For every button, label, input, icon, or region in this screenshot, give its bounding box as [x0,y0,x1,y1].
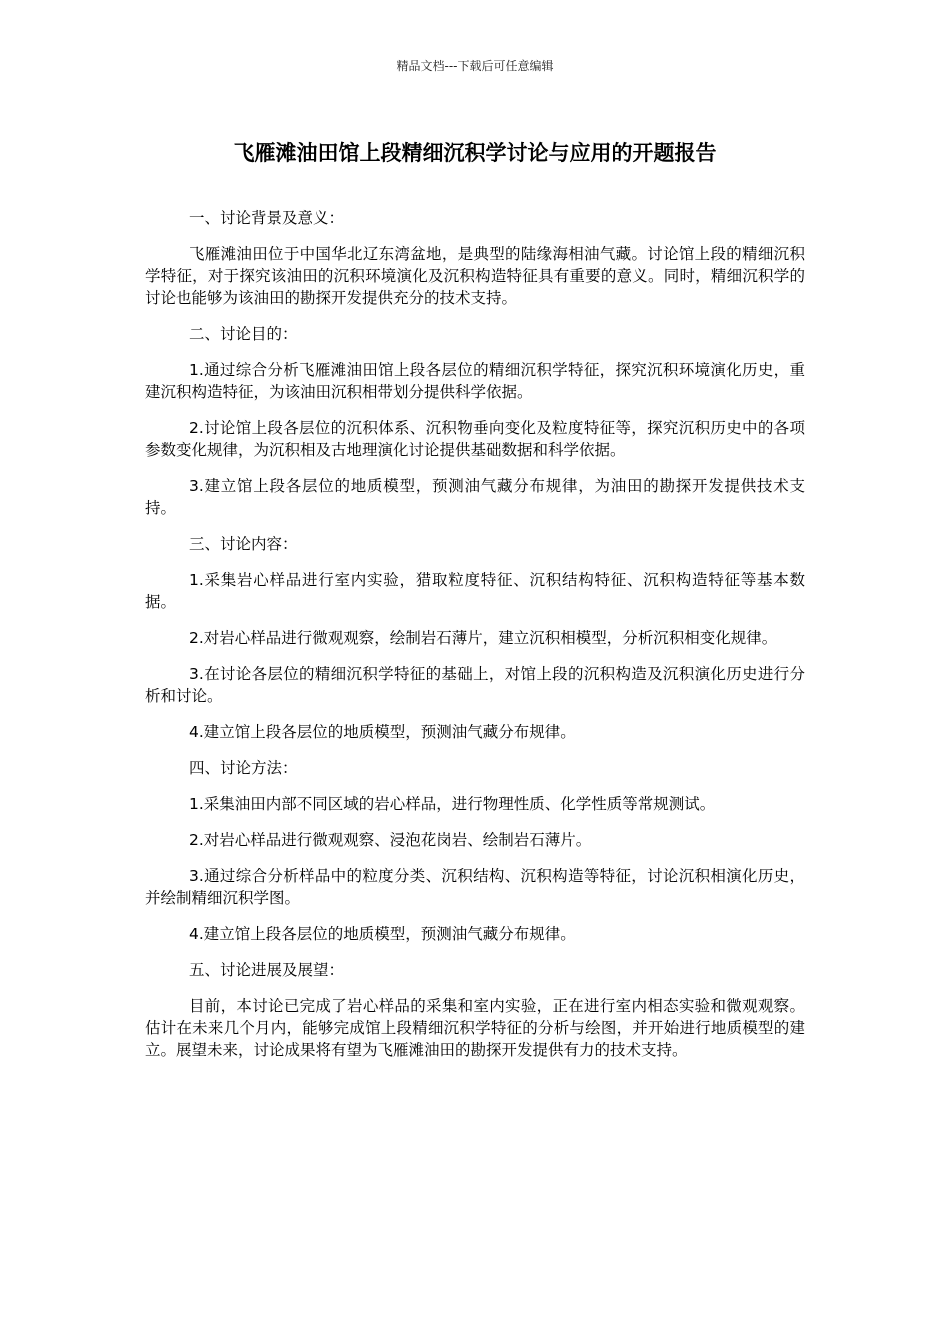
purpose-item-1: 1.通过综合分析飞雁滩油田馆上段各层位的精细沉积学特征，探究沉积环境演化历史，重建沉积构造特征，为该油田沉积相带划分提供科学依据。 [145,361,805,401]
document-title: 飞雁滩油田馆上段精细沉积学讨论与应用的开题报告 [233,141,717,165]
method-item-1: 1.采集油田内部不同区域的岩心样品，进行物理性质、化学性质等常规测试。 [189,795,716,813]
content-item-2: 2.对岩心样品进行微观观察，绘制岩石薄片，建立沉积相模型，分析沉积相变化规律。 [189,629,778,647]
section-heading-purpose: 二、讨论目的： [189,325,298,343]
section-heading-methods: 四、讨论方法： [189,759,298,777]
paragraph-background: 飞雁滩油田位于中国华北辽东湾盆地，是典型的陆缘海相油气藏。讨论馆上段的精细沉积学特征，对于探究该油田的沉积环境演化及沉积构造特征具有重要的意义。同时，精细沉积学的讨论也能够为该油田的勘探开发提供充分的技术支持。 [145,245,805,307]
method-item-2: 2.对岩心样品进行微观观察、浸泡花岗岩、绘制岩石薄片。 [189,831,592,849]
method-item-3: 3.通过综合分析样品中的粒度分类、沉积结构、沉积构造等特征，讨论沉积相演化历史，并绘制精细沉积学图。 [145,867,805,907]
content-item-4: 4.建立馆上段各层位的地质模型，预测油气藏分布规律。 [189,723,576,741]
purpose-item-2: 2.讨论馆上段各层位的沉积体系、沉积物垂向变化及粒度特征等，探究沉积历史中的各项参数变化规律，为沉积相及古地理演化讨论提供基础数据和科学依据。 [145,419,805,459]
content-item-1: 1.采集岩心样品进行室内实验，猎取粒度特征、沉积结构特征、沉积构造特征等基本数据。 [145,571,805,611]
paragraph-progress: 目前，本讨论已完成了岩心样品的采集和室内实验，正在进行室内相态实验和微观观察。估计在未来几个月内，能够完成馆上段精细沉积学特征的分析与绘图，并开始进行地质模型的建立。展望未来，讨论成果将有望为飞雁滩油田的勘探开发提供有力的技术支持。 [145,997,805,1059]
section-heading-content: 三、讨论内容： [189,535,298,553]
section-heading-progress: 五、讨论进展及展望： [189,961,345,979]
purpose-item-3: 3.建立馆上段各层位的地质模型，预测油气藏分布规律，为油田的勘探开发提供技术支持。 [145,477,805,517]
header-note: 精品文档---下载后可任意编辑 [396,59,554,73]
section-heading-background: 一、讨论背景及意义： [189,209,345,227]
document-body [145,207,805,1075]
method-item-4: 4.建立馆上段各层位的地质模型，预测油气藏分布规律。 [189,925,576,943]
content-item-3: 3.在讨论各层位的精细沉积学特征的基础上，对馆上段的沉积构造及沉积演化历史进行分析和讨论。 [145,665,805,705]
